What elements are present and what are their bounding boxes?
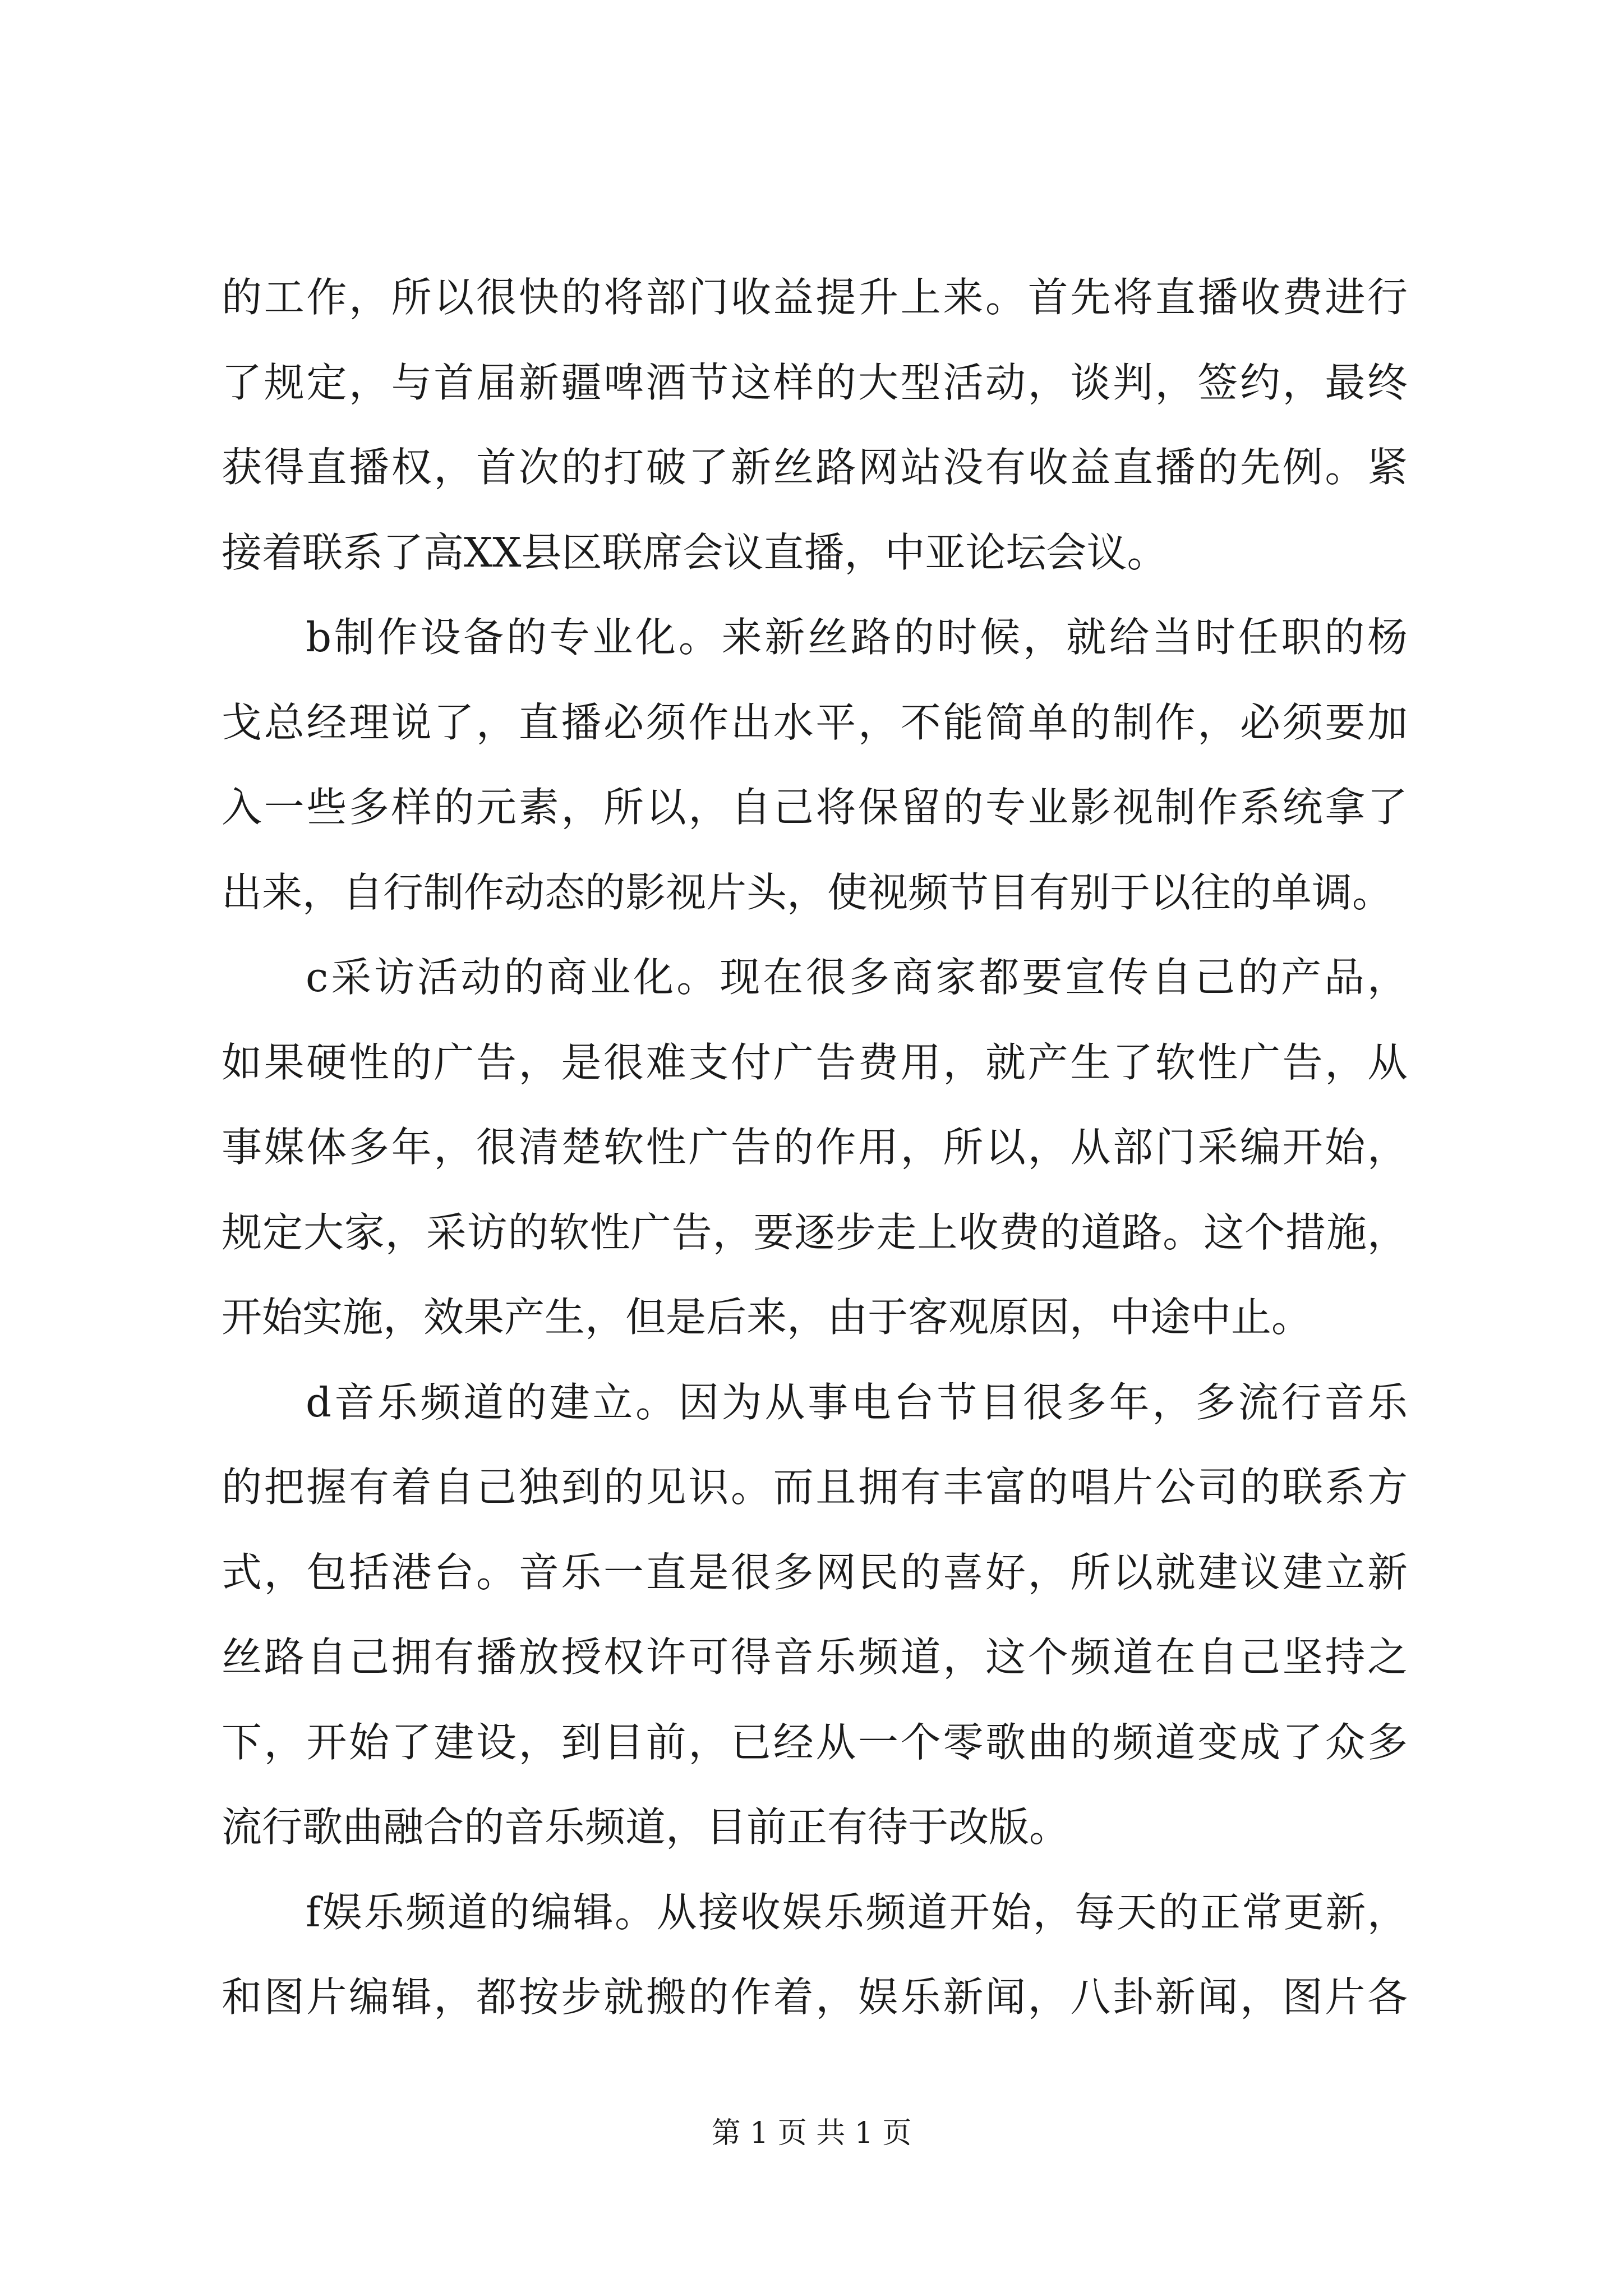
text-line: 入一些多样的元素，所以，自己将保留的专业影视制作系统拿了 <box>222 784 1408 831</box>
body-text <box>222 255 1408 2040</box>
text-line: 戈总经理说了，直播必须作出水平，不能简单的制作，必须要加 <box>222 698 1408 746</box>
text-line: 下，开始了建设，到目前，已经从一个零歌曲的频道变成了众多 <box>222 1718 1408 1766</box>
text-line: 出来，自行制作动态的影视片头，使视频节目有别于以往的单调。 <box>222 868 1393 916</box>
text-line: f娱乐频道的编辑。从接收娱乐频道开始，每天的正常更新， <box>306 1888 1408 1936</box>
text-line: 获得直播权，首次的打破了新丝路网站没有收益直播的先例。紧 <box>222 444 1408 491</box>
text-line: d音乐频道的建立。因为从事电台节目很多年，多流行音乐 <box>306 1378 1408 1426</box>
text-line: 事媒体多年，很清楚软性广告的作用，所以，从部门采编开始， <box>222 1124 1408 1171</box>
text-line: 和图片编辑，都按步就搬的作着，娱乐新闻，八卦新闻，图片各 <box>222 1973 1408 2021</box>
page-footer <box>0 2114 1623 2153</box>
text-line: 的工作，所以很快的将部门收益提升上来。首先将直播收费进行 <box>222 274 1408 321</box>
text-line: 规定大家，采访的软性广告，要逐步走上收费的道路。这个措施， <box>222 1208 1408 1256</box>
text-line: c采访活动的商业化。现在很多商家都要宣传自己的产品， <box>306 954 1408 1001</box>
text-line: 如果硬性的广告，是很难支付广告费用，就产生了软性广告，从 <box>222 1038 1408 1086</box>
text-line: 流行歌曲融合的音乐频道，目前正有待于改版。 <box>222 1803 1070 1851</box>
text-line: 丝路自己拥有播放授权许可得音乐频道，这个频道在自己坚持之 <box>222 1634 1408 1681</box>
text-line: 开始实施，效果产生，但是后来，由于客观原因，中途中止。 <box>222 1294 1312 1341</box>
text-line: 了规定，与首届新疆啤酒节这样的大型活动，谈判，签约，最终 <box>222 358 1408 406</box>
text-line: 式，包括港台。音乐一直是很多网民的喜好，所以就建议建立新 <box>222 1548 1408 1596</box>
text-line: b制作设备的专业化。来新丝路的时候，就给当时任职的杨 <box>306 614 1408 661</box>
text-line: 接着联系了高XX县区联席会议直播，中亚论坛会议。 <box>222 528 1168 576</box>
page-number-label: 第 1 页 共 1 页 <box>711 2116 912 2150</box>
text-line: 的把握有着自己独到的见识。而且拥有丰富的唱片公司的联系方 <box>222 1464 1408 1511</box>
